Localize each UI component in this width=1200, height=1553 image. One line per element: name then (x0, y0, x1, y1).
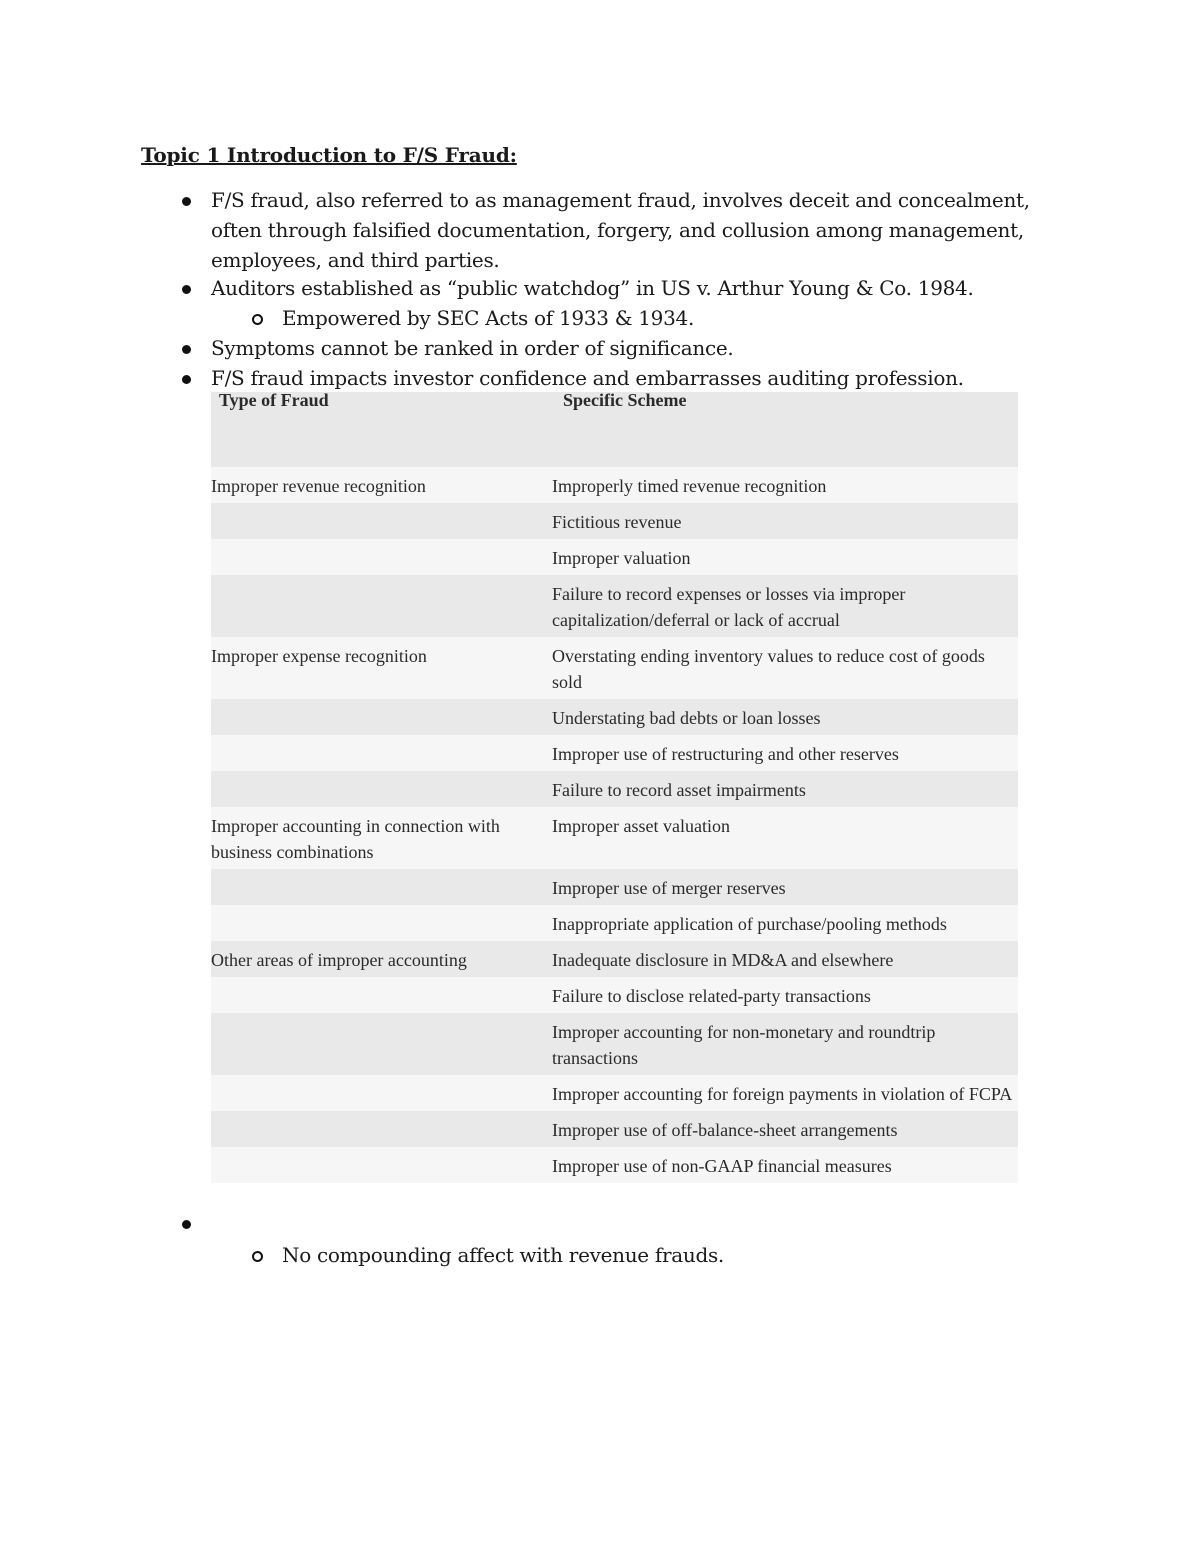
list-item (282, 1240, 1062, 1270)
table-row (211, 539, 1018, 575)
cell-fraud-type (211, 1013, 551, 1075)
list-item (282, 303, 1062, 333)
cell-scheme: Inadequate disclosure in MD&A and elsewhere (551, 941, 1018, 977)
bullet-dot-icon (176, 363, 196, 393)
cell-scheme: Improper use of off-balance-sheet arrangements (551, 1111, 1018, 1147)
table-row (211, 575, 1018, 637)
list-item (211, 273, 1061, 303)
cell-fraud-type (211, 1147, 551, 1183)
bullet-ring-icon (247, 1240, 267, 1270)
cell-fraud-type (211, 905, 551, 941)
cell-fraud-type (211, 575, 551, 637)
table-row (211, 467, 1018, 503)
table-row (211, 977, 1018, 1013)
list-item-text: Auditors established as “public watchdog” in US v. Arthur Young & Co. 1984. (211, 276, 974, 300)
cell-fraud-type (211, 771, 551, 807)
table-row (211, 905, 1018, 941)
list-item (211, 363, 1061, 393)
table-row (211, 1147, 1018, 1183)
table-row (211, 503, 1018, 539)
cell-fraud-type (211, 1111, 551, 1147)
cell-fraud-type: Other areas of improper accounting (211, 941, 551, 977)
table-row (211, 771, 1018, 807)
list-item-text: Symptoms cannot be ranked in order of significance. (211, 336, 734, 360)
cell-scheme: Inappropriate application of purchase/pooling methods (551, 905, 1018, 941)
cell-fraud-type (211, 735, 551, 771)
table-row (211, 807, 1018, 869)
cell-scheme: Improperly timed revenue recognition (551, 467, 1018, 503)
cell-fraud-type (211, 539, 551, 575)
cell-fraud-type (211, 699, 551, 735)
bullet-dot-icon (176, 1208, 196, 1238)
cell-fraud-type: Improper accounting in connection with business combinations (211, 807, 551, 869)
cell-scheme: Overstating ending inventory values to reduce cost of goods sold (551, 637, 1018, 699)
list-item-text: Empowered by SEC Acts of 1933 & 1934. (282, 306, 695, 330)
cell-scheme: Improper asset valuation (551, 807, 1018, 869)
table-row (211, 1013, 1018, 1075)
cell-scheme: Improper use of non-GAAP financial measures (551, 1147, 1018, 1183)
column-header-type: Type of Fraud (211, 392, 551, 467)
cell-scheme: Failure to disclose related-party transactions (551, 977, 1018, 1013)
cell-fraud-type: Improper revenue recognition (211, 467, 551, 503)
table-row (211, 735, 1018, 771)
cell-fraud-type (211, 869, 551, 905)
table-row (211, 1111, 1018, 1147)
cell-scheme: Failure to record expenses or losses via improper capitalization/deferral or lack of accrual (551, 575, 1018, 637)
cell-scheme: Improper accounting for non-monetary and roundtrip transactions (551, 1013, 1018, 1075)
cell-scheme: Improper use of merger reserves (551, 869, 1018, 905)
page-title: Topic 1 Introduction to F/S Fraud: (141, 143, 517, 167)
cell-scheme: Improper use of restructuring and other reserves (551, 735, 1018, 771)
cell-fraud-type (211, 977, 551, 1013)
bullet-ring-icon (247, 303, 267, 333)
cell-fraud-type (211, 503, 551, 539)
table-row (211, 941, 1018, 977)
bullet-dot-icon (176, 185, 196, 215)
table-row (211, 869, 1018, 905)
cell-scheme: Fictitious revenue (551, 503, 1018, 539)
list-item-text: F/S fraud, also referred to as management fraud, involves deceit and concealment, often through falsified documentation, forgery, and collusion among management, employees, and third parties. (211, 188, 1030, 272)
bullet-dot-icon (176, 333, 196, 363)
table-header-row (211, 392, 1018, 467)
bullet-dot-icon (176, 273, 196, 303)
cell-scheme: Improper valuation (551, 539, 1018, 575)
table-row (211, 637, 1018, 699)
cell-fraud-type: Improper expense recognition (211, 637, 551, 699)
fraud-scheme-table (211, 392, 1018, 1183)
list-item-text: F/S fraud impacts investor confidence and embarrasses auditing profession. (211, 366, 964, 390)
cell-scheme: Understating bad debts or loan losses (551, 699, 1018, 735)
cell-fraud-type (211, 1075, 551, 1111)
list-item (211, 185, 1061, 275)
table-row (211, 699, 1018, 735)
column-header-scheme: Specific Scheme (551, 392, 1018, 467)
list-item (211, 333, 1061, 363)
table-row (211, 1075, 1018, 1111)
cell-scheme: Failure to record asset impairments (551, 771, 1018, 807)
list-item-text: No compounding affect with revenue frauds. (282, 1243, 724, 1267)
cell-scheme: Improper accounting for foreign payments in violation of FCPA (551, 1075, 1018, 1111)
